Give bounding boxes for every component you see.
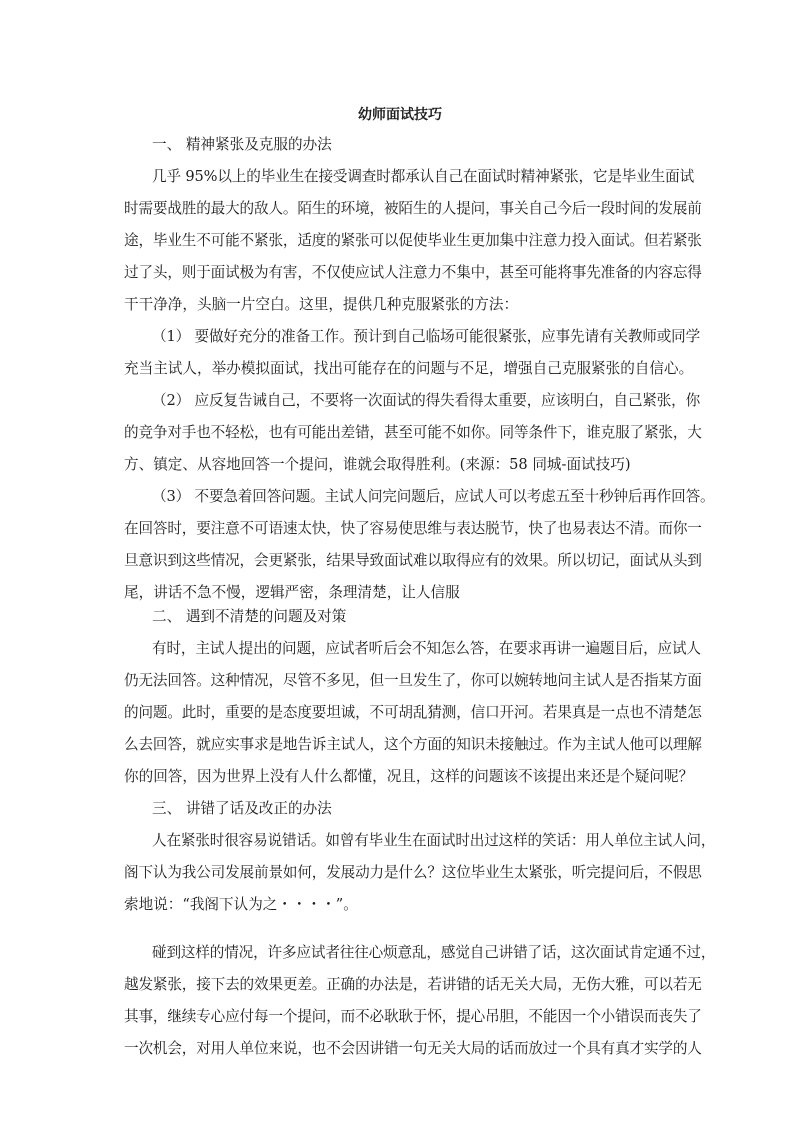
section-heading-3: 三、 讲错了话及改正的办法 — [152, 800, 332, 817]
paragraph-line: 人在紧张时很容易说错话。如曾有毕业生在面试时出过这样的笑话：用人单位主试人问， — [152, 832, 716, 849]
list-item-line: 充当主试人，举办模拟面试，找出可能存在的问题与不足，增强自己克服紧张的自信心。 — [124, 360, 694, 377]
list-item-line: 旦意识到这些情况，会更紧张，结果导致面试难以取得应有的效果。所以切记，面试从头到 — [124, 552, 702, 569]
paragraph-line: 你的回答，因为世界上没有人什么都懂，况且，这样的问题该不该提出来还是个疑问呢？ — [124, 768, 694, 785]
list-item-line: （3） 不要急着回答问题。主试人问完问题后，应试人可以考虑五至十秒钟后再作回答。 — [152, 488, 715, 505]
paragraph-line: 几乎 95%以上的毕业生在接受调查时都承认自己在面试时精神紧张，它是毕业生面试 — [152, 168, 695, 185]
list-item-line: 的竞争对手也不轻松，也有可能出差错，甚至可能不如你。同等条件下，谁克服了紧张，大 — [124, 424, 702, 441]
section-heading-1: 一、 精神紧张及克服的办法 — [152, 136, 332, 153]
page-title: 幼师面试技巧 — [358, 107, 442, 123]
section-heading-2: 二、 遇到不清楚的问题及对策 — [152, 608, 347, 625]
paragraph-line: 一次机会，对用人单位来说，也不会因讲错一句无关大局的话而放过一个具有真才实学的人 — [124, 1040, 702, 1057]
paragraph-line: 碰到这样的情况，许多应试者往往心烦意乱，感觉自己讲错了话，这次面试肯定通不过， — [152, 944, 716, 961]
paragraph-line: 索地说：“我阁下认为之・・・・”。 — [124, 896, 358, 913]
paragraph-line: 阁下认为我公司发展前景如何，发展动力是什么？这位毕业生太紧张，听完提问后，不假思 — [124, 864, 702, 881]
list-item-line: 在回答时，要注意不可语速太快，快了容易使思维与表达脱节，快了也易表达不清。而你一 — [124, 520, 702, 537]
paragraph-line: 么去回答，就应实事求是地告诉主试人，这个方面的知识未接触过。作为主试人他可以理解 — [124, 736, 702, 753]
paragraph-line: 途，毕业生不可能不紧张，适度的紧张可以促使毕业生更加集中注意力投入面试。但若紧张 — [124, 232, 702, 249]
list-item-line: 方、镇定、从容地回答一个提问，谁就会取得胜利。(来源：58 同城-面试技巧) — [124, 456, 631, 473]
list-item-line: （1） 要做好充分的准备工作。预计到自己临场可能很紧张，应事先请有关教师或同学 — [152, 328, 701, 345]
paragraph-line: 仍无法回答。这种情况，尽管不多见，但一旦发生了，你可以婉转地问主试人是否指某方面 — [124, 672, 702, 689]
list-item-line: （2） 应反复告诫自己，不要将一次面试的得失看得太重要，应该明白，自己紧张，你 — [152, 392, 701, 409]
paragraph-line: 的问题。此时，重要的是态度要坦诚，不可胡乱猜测，信口开河。若果真是一点也不清楚怎 — [124, 704, 702, 721]
paragraph-line: 时需要战胜的最大的敌人。陌生的环境，被陌生的人提问，事关自己今后一段时间的发展前 — [124, 200, 702, 217]
paragraph-line: 其事，继续专心应付每一个提问，而不必耿耿于怀，提心吊胆，不能因一个小错误而丧失了 — [124, 1008, 702, 1025]
paragraph-line: 过了头，则于面试极为有害，不仅使应试人注意力不集中，甚至可能将事先准备的内容忘得 — [124, 264, 702, 281]
paragraph-line: 越发紧张，接下去的效果更差。正确的办法是，若讲错的话无关大局，无伤大雅，可以若无 — [124, 976, 702, 993]
paragraph-line: 有时，主试人提出的问题，应试者听后会不知怎么答，在要求再讲一遍题目后，应试人 — [152, 640, 701, 657]
list-item-line: 尾，讲话不急不慢，逻辑严密，条理清楚，让人信服 — [124, 584, 460, 601]
paragraph-line: 干干净净，头脑一片空白。这里，提供几种克服紧张的方法： — [124, 296, 519, 313]
